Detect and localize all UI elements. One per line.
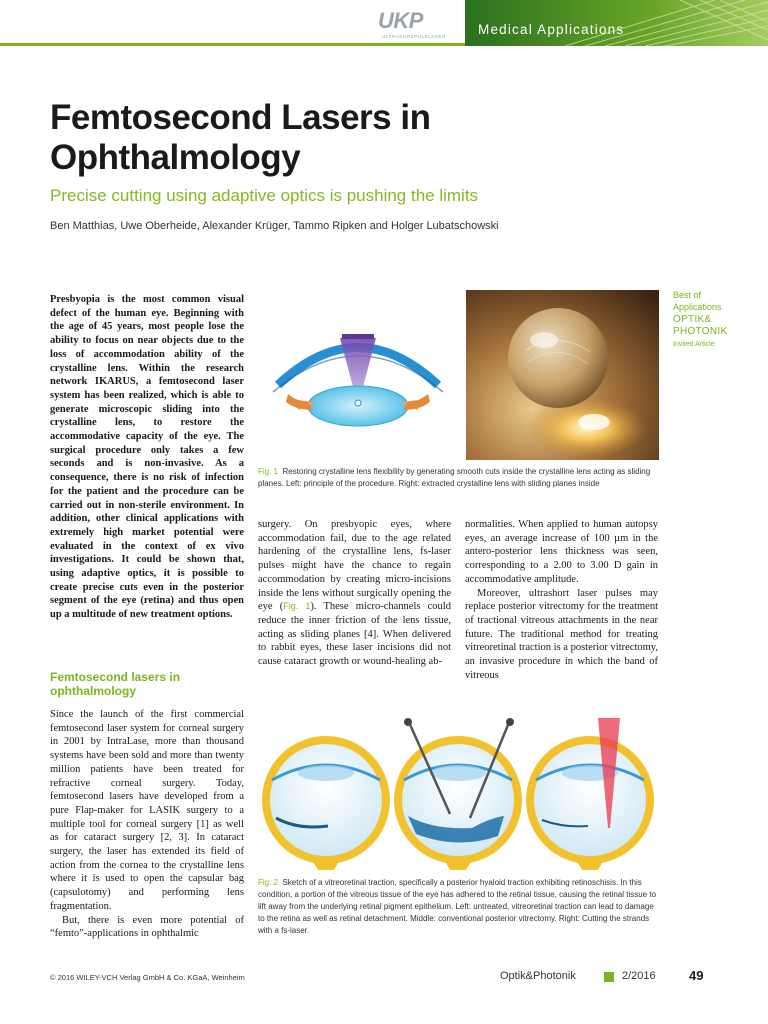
figure-1-lens-diagram: [258, 290, 458, 455]
figure-1-caption: [258, 466, 658, 490]
sidenote-line-1: Best of: [673, 290, 702, 300]
header-rule: [0, 43, 465, 46]
figure-2-label: Fig. 2: [258, 878, 279, 887]
footer-issue: 2/2016: [622, 970, 656, 982]
sidenote-line-2: Applications: [673, 302, 722, 312]
footer-copyright: © 2016 WILEY-VCH Verlag GmbH & Co. KGaA, Weinheim: [50, 973, 245, 982]
body-paragraph: normalities. When applied to human autopsy eyes, an average increase of 100 µm in the antero-posterior lens thickness was seen, corresponding to a 2.00 to 3.00 D gain in accommodative amplitude.: [465, 519, 658, 585]
body-column-3: [465, 518, 658, 682]
figure-1-lens-photo: [466, 290, 659, 460]
article-subtitle: Precise cutting using adaptive optics is pushing the limits: [50, 186, 479, 205]
section-label: Medical Applications: [478, 22, 625, 37]
figure-1-reference[interactable]: Fig. 1: [283, 601, 311, 612]
article-authors: Ben Matthias, Uwe Oberheide, Alexander Krüger, Tammo Ripken and Holger Lubatschowski: [50, 220, 499, 232]
article-title: Femtosecond Lasers in Ophthalmology: [50, 98, 431, 177]
invited-article-tag: Invited Article: [673, 341, 715, 348]
figure-1-caption-text: Restoring crystalline lens flexibility by generating smooth cuts inside the crystalline lens acting as sliding planes. Left: principle of the procedure. Right: extracted crystalline lens with sliding planes inside: [258, 467, 651, 488]
body-paragraph: But, there is even more potential of “femto”-applications in ophthalmic: [50, 914, 244, 940]
body-text: surgery. On presbyopic eyes, where accommodation fail, due to the age related hardening of the crystalline lens, fs-laser pulses might have the chance to regain accommodation by creating micro-incisions inside the lens without surgically opening the eye (: [258, 519, 451, 613]
optik-photonik-logo-line-1: OPTIK&: [673, 314, 712, 325]
ukp-logo: UKP: [378, 8, 423, 33]
section-heading: Femtosecond lasers in ophthalmology: [50, 670, 181, 698]
best-of-sidenote: [673, 289, 763, 348]
body-paragraph: Moreover, ultrashort laser pulses may replace posterior vitrectomy for the treatment of tractional vitreous attachments in the near future. The traditional method for treating vitreoretinal traction is a posterior vitrectomy, an invasive procedure in which the band of vitreous: [465, 587, 658, 681]
body-column-2: [258, 518, 451, 669]
figure-1-label: Fig. 1: [258, 467, 279, 476]
eye-untreated: [266, 740, 386, 870]
lead-paragraph: Presbyopia is the most common visual defect of the human eye. Beginning with the age of 45 years, most people lose the ability to focus on near objects due to the loss of accommodation ability of the crystalline lens. Within the research network IKARUS, a femtosecond laser system has been realized, which is able to generate microscopic sliding into the crystalline lens, to restore the accommodative capacity of the eye. The surgical procedure only takes a few seconds and is non-invasive. As a consequence, there is no risk of infection for the patient and the procedure can be carried out in non-sterile environment. In addition, other clinical applications with extremely high market potential were evaluated in the context of ex vivo investigations. It could be shown that, using adaptive optics, it is possible to create precise cuts even in the posterior segment of the eye (retina) and thus open up a multitude of new treatment options.: [50, 294, 244, 621]
figure-2-caption-text: Sketch of a vitreoretinal traction, specifically a posterior hyaloid traction exhibiting retinoschisis. In this condition, a portion of the vitreous tissue of the eye has adhered to the retinal tissue, causing the retinal tissue to lift away from the underlying retinal pigment epithelium. Left: untreated, vitreoretinal traction can lead to damage to the retina as well as retinal detachment. Middle: conventional posterior vitrectomy. Right: Cutting the strands with a fs-laser.: [258, 878, 657, 935]
footer-magazine: Optik&Photonik: [500, 970, 576, 982]
body-column-1: [50, 708, 244, 941]
eye-fs-laser: [530, 718, 650, 870]
body-paragraph: Since the launch of the first commercial femtosecond laser system for corneal surgery in 2001 by IntraLase, more than thousand systems have been sold and more than twenty million patients have been treated for refractive corneal surgery. Today, femtosecond lasers have developed from a pure Flap-maker for LASIK surgery to a multiple tool for corneal surgery [1] as well as for cataract surgery [2, 3]. In cataract surgery, the laser has extended its field of action from the cornea to the crystalline lens where it is used to open the capsular bag (capsulotomy) and performing lens fragmentation.: [50, 709, 244, 912]
body-text: ). These micro-channels could reduce the inner friction of the lens tissue, acting as sliding planes [4]. When delivered to rabbit eyes, these laser incisions did not cause cataract growth or wound-healing ab-: [258, 601, 451, 668]
footer-page-number: 49: [689, 968, 704, 983]
figure-2-eye-sketches: [258, 718, 660, 870]
figure-2-caption: [258, 877, 658, 937]
ukp-logo-tagline: ULTRAKURZPULSLASER: [382, 34, 446, 39]
eye-vitrectomy: [398, 718, 518, 870]
optik-photonik-logo-line-2: PHOTONIK: [673, 326, 728, 337]
footer-square: [604, 972, 614, 982]
